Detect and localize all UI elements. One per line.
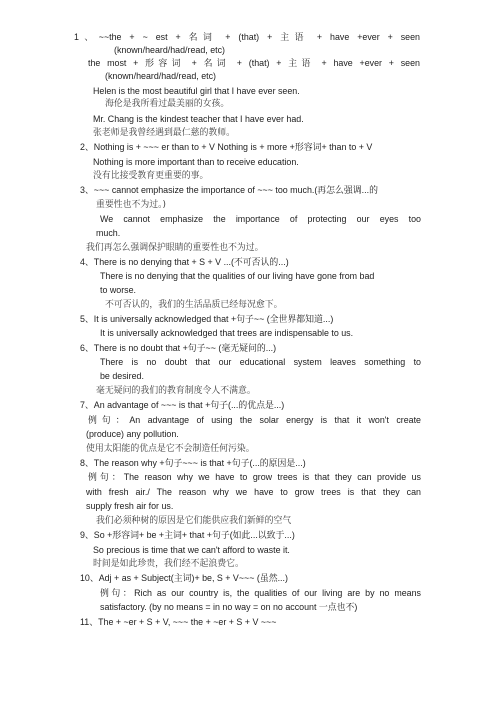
example-1b: Mr. Chang is the kindest teacher that I have ever had. — [93, 114, 304, 124]
example-3-cont: much. — [96, 228, 121, 238]
example-8: 例句：The reason why we have to grow trees is that they can provide us — [88, 472, 421, 482]
line-11-title: 11、The + ~er + S + V, ~~~ the + ~er + S + V ~~~ — [80, 617, 277, 627]
line-2-title: 2、Nothing is + ~~~ er than to + V Nothing is + more +形容词+ than to + V — [80, 142, 373, 152]
line-5-title: 5、It is universally acknowledged that +句子~~ (全世界都知道...) — [80, 314, 334, 324]
translation-4: 不可否认的，我们的生活品质已经每况愈下。 — [105, 300, 283, 310]
line-1-alt-forms: (known/heard/had/read, etc) — [105, 71, 217, 81]
translation-9: 时间是如此珍贵，我们经不起浪费它。 — [93, 559, 244, 569]
line-9-title: 9、So +形容词+ be +主词+ that +句子(如此...以致于...) — [80, 530, 295, 540]
example-5: It is universally acknowledged that trees are indispensable to us. — [100, 328, 354, 338]
translation-8: 我们必须种树的原因是它们能供应我们新鲜的空气 — [96, 516, 292, 526]
translation-7: 使用太阳能的优点是它不会制造任何污染。 — [86, 444, 255, 454]
example-10-cont: satisfactory. (by no means = in no way = on no account 一点也不) — [100, 602, 358, 612]
line-1-alt: the most + 形容词 + 名词 + (that) + 主语 + have +ever + seen — [88, 58, 420, 68]
example-7-cont: (produce) any pollution. — [86, 429, 179, 439]
translation-3: 我们再怎么强调保护眼睛的重要性也不为过。 — [86, 243, 264, 253]
line-1-forms: (known/heard/had/read, etc) — [114, 45, 226, 55]
translation-1a: 海伦是我所看过最美丽的女孩。 — [105, 99, 230, 109]
line-10-title: 10、Adj + as + Subject(主词)+ be, S + V~~~ (虽然...) — [80, 573, 288, 583]
example-6: There is no doubt that our educational system leaves something to — [100, 357, 421, 367]
line-8-title: 8、The reason why +句子~~~ is that +句子(...的原因是...) — [80, 458, 306, 468]
example-6-cont: be desired. — [100, 371, 144, 381]
example-4: There is no denying that the qualities of our living have gone from bad — [100, 271, 375, 281]
translation-1b: 张老师是我曾经遇到最仁慈的教师。 — [93, 128, 235, 138]
example-7: 例句：An advantage of using the solar energy is that it won't create — [88, 415, 421, 425]
example-3: We cannot emphasize the importance of protecting our eyes too — [100, 214, 421, 224]
example-9: So precious is time that we can't afford to waste it. — [93, 545, 290, 555]
line-1-title: 1、~~the + ~ est + 名词 + (that) + 主语 + have +ever + seen — [74, 32, 420, 42]
line-4-title: 4、There is no denying that + S + V ...(不可否认的...) — [80, 257, 289, 267]
line-7-title: 7、An advantage of ~~~ is that +句子(...的优点是...) — [80, 400, 285, 410]
line-6-title: 6、There is no doubt that +句子~~ (毫无疑问的...) — [80, 343, 277, 353]
translation-2: 没有比接受教育更重要的事。 — [93, 171, 209, 181]
line-3-title-cont: 重要性也不为过。) — [96, 200, 167, 210]
example-1a: Helen is the most beautiful girl that I have ever seen. — [93, 86, 300, 96]
example-4-cont: to worse. — [100, 285, 137, 295]
example-8-cont2: supply fresh air for us. — [86, 501, 174, 511]
translation-6: 毫无疑问的我们的教育制度令人不满意。 — [96, 386, 256, 396]
example-10: 例句：Rich as our country is, the qualities of our living are by no means — [100, 588, 421, 598]
example-8-cont: with fresh air./ The reason why we have to grow trees is that they can — [86, 487, 421, 497]
line-3-title: 3、~~~ cannot emphasize the importance of ~~~ too much.(再怎么强调...的 — [80, 185, 378, 195]
example-2: Nothing is more important than to receive education. — [93, 157, 299, 167]
